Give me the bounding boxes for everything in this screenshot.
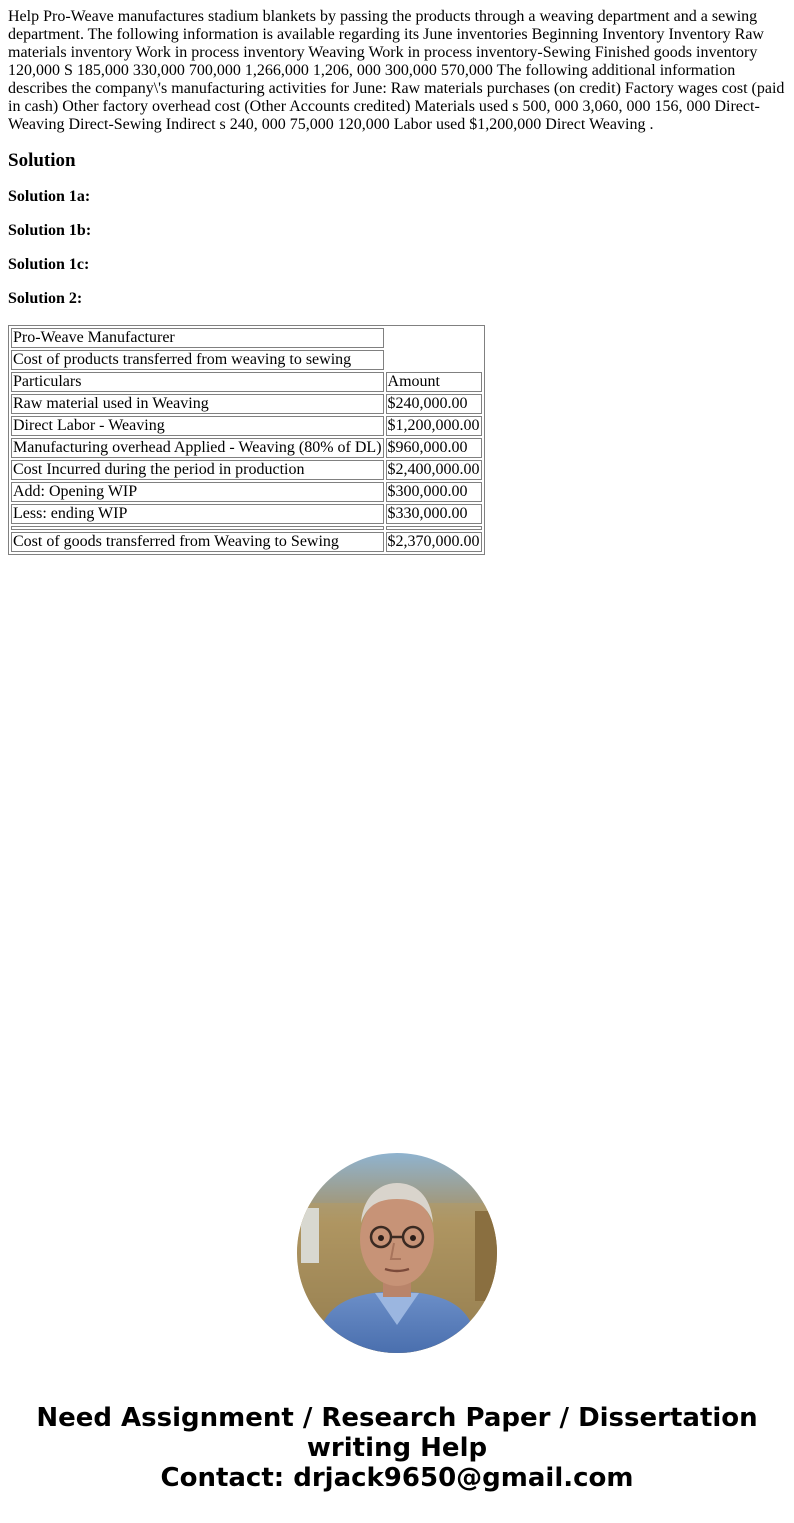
- solution-1a-label: Solution 1a:: [8, 188, 91, 205]
- amount-cell: $330,000.00: [386, 504, 482, 524]
- table-header-row: [11, 372, 482, 392]
- separator-cell: [11, 526, 384, 530]
- empty-cell: [386, 328, 482, 348]
- header-particulars: Particulars: [11, 372, 384, 392]
- promo-line-2: writing Help: [306, 1433, 488, 1463]
- amount-cell: $960,000.00: [386, 438, 482, 458]
- separator-cell: [386, 526, 482, 530]
- particular-cell: Add: Opening WIP: [11, 482, 384, 502]
- solution-heading: Solution: [8, 150, 76, 171]
- header-amount: Amount: [386, 372, 482, 392]
- table-row: [11, 460, 482, 480]
- document-body: [0, 0, 794, 555]
- particular-cell: Less: ending WIP: [11, 504, 384, 524]
- total-label-cell: Cost of goods transferred from Weaving to Sewing: [11, 532, 384, 552]
- solution-2-label: Solution 2:: [8, 290, 83, 307]
- empty-cell: [386, 350, 482, 370]
- table-company-row: [11, 328, 482, 348]
- amount-cell: $2,400,000.00: [387, 461, 480, 478]
- company-name-cell: Pro-Weave Manufacturer: [11, 328, 384, 348]
- particular-cell: Cost Incurred during the period in production: [11, 460, 384, 480]
- subtitle-cell: Cost of products transferred from weaving to sewing: [11, 350, 384, 370]
- particular-cell: Raw material used in Weaving: [11, 394, 384, 414]
- amount-cell: $240,000.00: [386, 394, 482, 414]
- separator-row: [11, 526, 482, 530]
- particular-cell: Direct Labor - Weaving: [11, 416, 384, 436]
- solution-1c-label: Solution 1c:: [8, 256, 90, 273]
- amount-cell: $300,000.00: [386, 482, 482, 502]
- table-row: [11, 416, 482, 436]
- amount-cell: $1,200,000.00: [387, 417, 480, 434]
- promo-line-1: Need Assignment / Research Paper / Dissertation: [36, 1403, 758, 1433]
- particular-cell: Manufacturing overhead Applied - Weaving (80% of DL): [13, 439, 382, 456]
- table-row: [11, 438, 482, 458]
- table-total-row: [11, 532, 482, 552]
- solution-1b-label: Solution 1b:: [8, 222, 92, 239]
- question-text: Help Pro-Weave manufactures stadium blankets by passing the products through a weaving department and a sewing department. The following information is available regarding its June inventories Beginning Inventory Inventory Raw materials inventory Work in process inventory Weaving Work in process inventory-Sewing Finished goods inventory 120,000 S 185,000 330,000 700,000 1,266,000 1,206, 000 300,000 570,000 The following additional information describes the company\'s manufacturing activities for June: Raw materials purchases (on credit) Factory wages cost (paid in cash) Other factory overhead cost (Other Accounts credited) Materials used s 500, 000 3,060, 000 156, 000 Direct-Weaving Direct-Sewing Indirect s 240, 000 75,000 120,000 Labor used $1,200,000 Direct Weaving .: [8, 8, 785, 133]
- promo-banner: [0, 1403, 794, 1493]
- portrait-image: [297, 1153, 497, 1353]
- promo-contact: Contact: drjack9650@gmail.com: [160, 1463, 634, 1493]
- table-row: [11, 504, 482, 524]
- total-amount-cell: $2,370,000.00: [387, 533, 480, 550]
- table-row: [11, 394, 482, 414]
- author-photo: [297, 1153, 497, 1353]
- table-subtitle-row: [11, 350, 482, 370]
- cost-transfer-table: [8, 325, 485, 555]
- table-row: [11, 482, 482, 502]
